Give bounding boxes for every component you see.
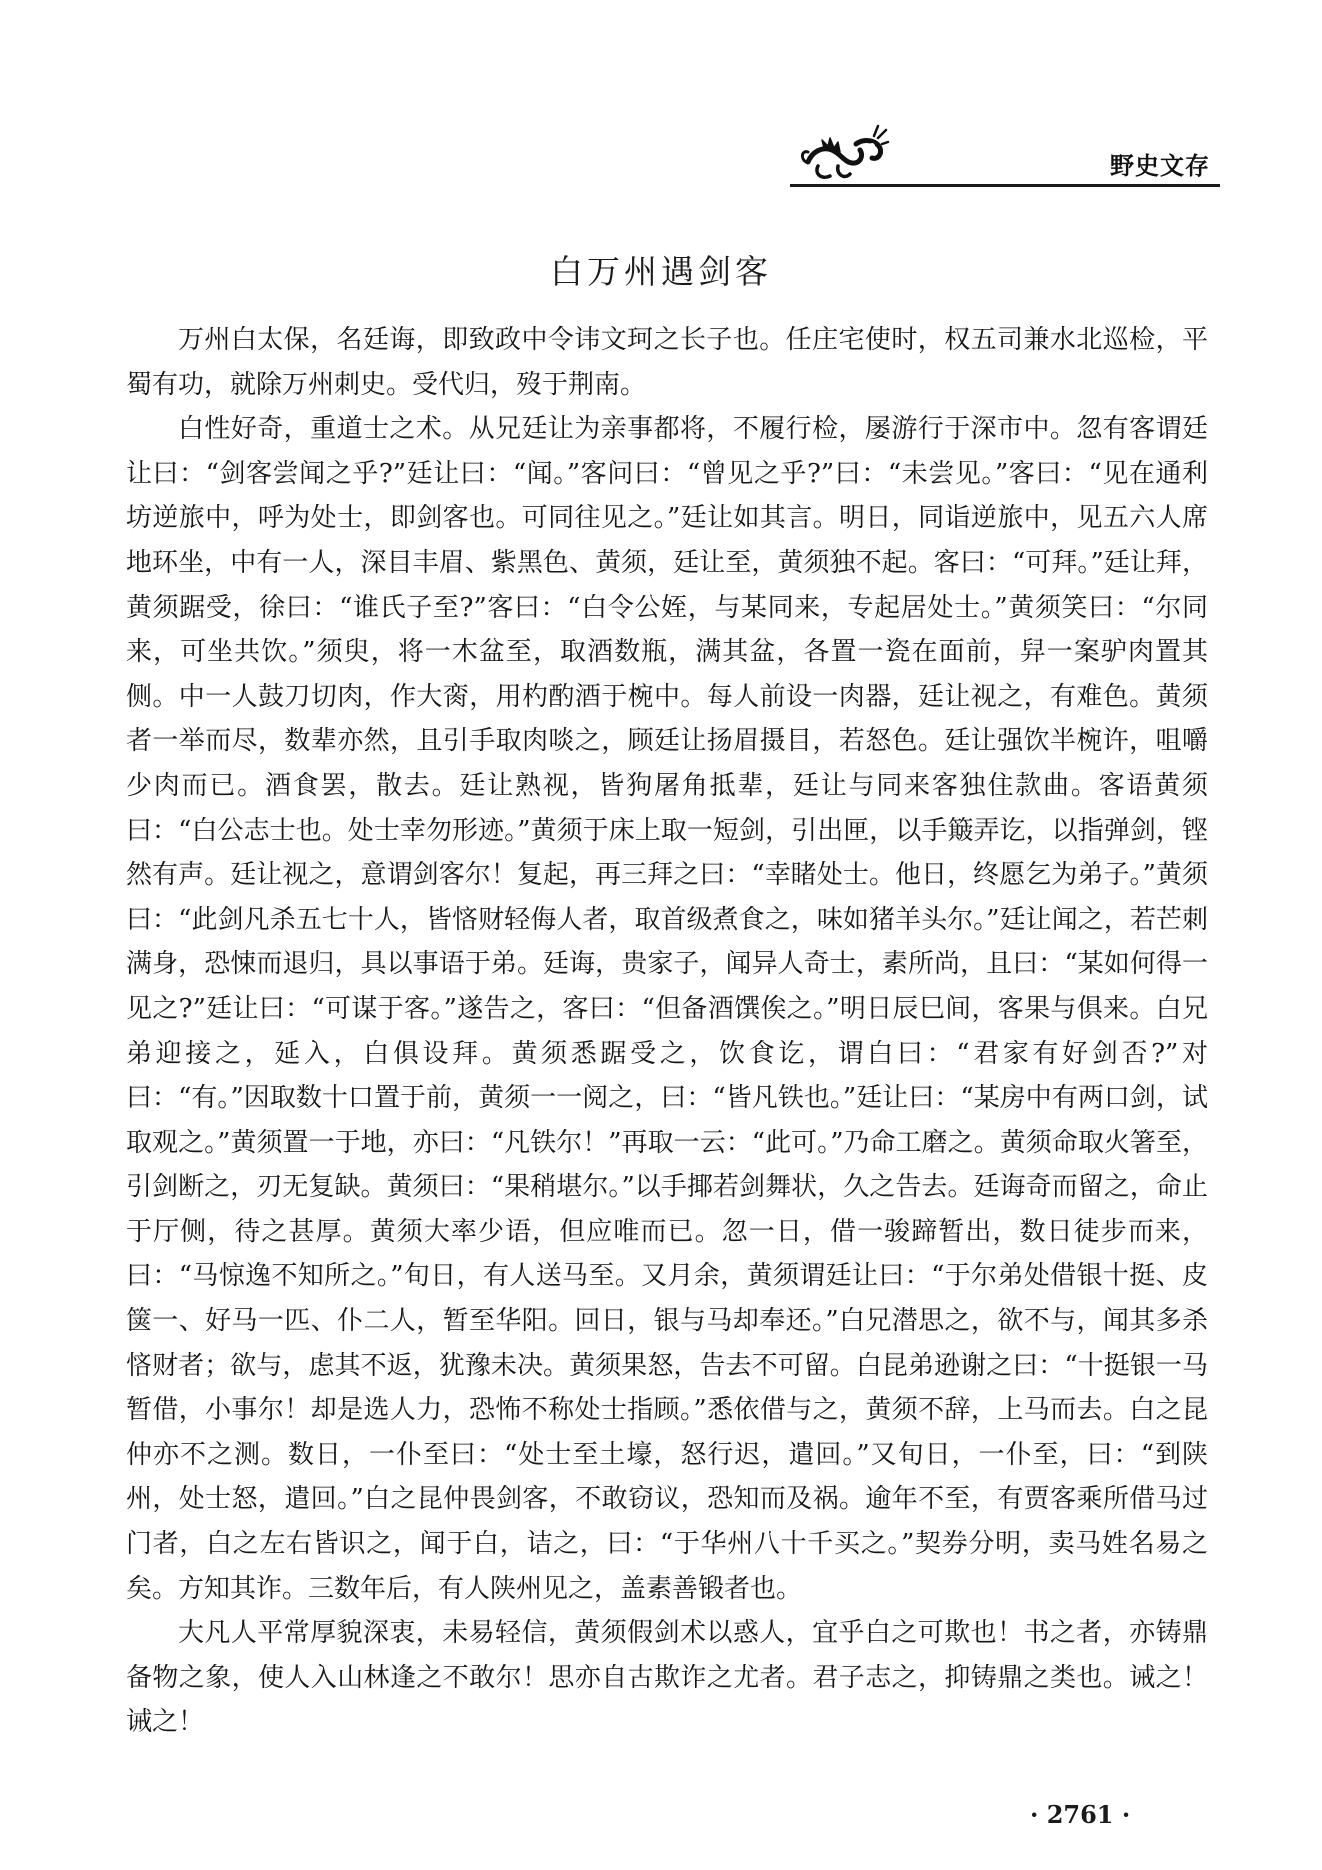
running-header bbox=[790, 118, 1220, 190]
page-number: · 2761 · bbox=[1030, 1800, 1131, 1829]
article-title: 白万州遇剑客 bbox=[550, 252, 772, 291]
dragon-emblem-icon bbox=[798, 122, 890, 184]
header-rule bbox=[790, 184, 1220, 187]
paragraph-moral: 大凡人平常厚貌深衷，未易轻信，黄须假剑术以惑人，宜乎白之可欺也！书之者，亦铸鼎备物之象，使人入山林逢之不敢尔！思亦自古欺诈之尤者。君子志之，抑铸鼎之类也。诫之！诫之！ bbox=[126, 1618, 1208, 1738]
paragraph-intro: 万州白太保，名廷诲，即致政中令讳文珂之长子也。任庄宅使时，权五司兼水北巡检，平蜀有功，就除万州刺史。受代归，歿于荆南。 bbox=[126, 325, 1208, 400]
section-title: 野史文存 bbox=[1110, 152, 1210, 180]
paragraph-story: 白性好奇，重道士之术。从兄廷让为亲事都将，不履行检，屡游行于深市中。忽有客谓廷让曰：“剑客尝闻之乎?”廷让曰：“闻。”客问曰：“曾见之乎?”曰：“未尝见。”客曰：“见在通利坊逆旅中，呼为处士，即剑客也。可同往见之。”廷让如其言。明日，同诣逆旅中，见五六人席地环坐，中有一人，深目丰眉、紫黑色、黄须，廷让至，黄须独不起。客曰：“可拜。”廷让拜，黄须踞受，徐曰：“谁氏子至?”客曰：“白令公姪，与某同来，专起居处士。”黄须笑曰：“尔同来，可坐共饮。”须臾，将一木盆至，取酒数瓶，满其盆，各置一瓷在面前，舁一案驴肉置其侧。中一人鼓刀切肉，作大脔，用杓酌酒于椀中。每人前设一肉器，廷让视之，有难色。黄须者一举而尽，数辈亦然，且引手取肉啖之，顾廷让扬眉摄目，若怒色。廷让强饮半椀许，咀嚼少肉而已。酒食罢，散去。廷让熟视，皆狗屠角抵辈，廷让与同来客独住款曲。客语黄须曰：“白公志士也。处士幸勿形迹。”黄须于床上取一短剑，引出匣，以手簸弄讫，以指弹剑，铿然有声。廷让视之，意谓剑客尔！复起，再三拜之曰：“幸睹处士。他日，终愿乞为弟子。”黄须曰：“此剑凡杀五七十人，皆悋财轻侮人者，取首级煮食之，味如猪羊头尔。”廷让闻之，若芒刺满身，恐悚而退归，具以事语于弟。廷诲，贵家子，闻异人奇士，素所尚，且曰：“某如何得一见之?”廷让曰：“可谋于客。”遂告之，客曰：“但备酒馔俟之。”明日辰巳间，客果与俱来。白兄弟迎接之，延入，白俱设拜。黄须悉踞受之，饮食讫，谓白曰：“君家有好剑否?”对曰：“有。”因取数十口置于前，黄须一一阅之，曰：“皆凡铁也。”廷让曰：“某房中有两口剑，试取观之。”黄须置一于地，亦曰：“凡铁尔！”再取一云：“此可。”乃命工磨之。黄须命取火箸至，引剑断之，刃无复缺。黄须曰：“果稍堪尔。”以手揶若剑舞状，久之告去。廷诲奇而留之，命止于厅侧，待之甚厚。黄须大率少语，但应唯而已。忽一日，借一骏蹄暂出，数日徒步而来，曰：“马惊逸不知所之。”旬日，有人送马至。又月余，黄须谓廷让曰：“于尔弟处借银十挺、皮箧一、好马一匹、仆二人，暂至华阳。回日，银与马却奉还。”白兄潜思之，欲不与，闻其多杀悋财者；欲与，虑其不返，犹豫未决。黄须果怒，告去不可留。白昆弟逊谢之曰：“十挺银一马暂借，小事尔！却是选人力，恐怖不称处士指顾。”悉依借与之，黄须不辞，上马而去。白之昆仲亦不之测。数日，一仆至曰：“处士至土壕，怒行迟，遣回。”又旬日，一仆至，曰：“到陕州，处士怒，遣回。”白之昆仲畏剑客，不敢窃议，恐知而及祸。逾年不至，有贾客乘所借马过门者，白之左右皆识之，闻于白，诘之，曰：“于华州八十千买之。”契券分明，卖马姓名易之矣。方知其诈。三数年后，有人陕州见之，盖素善锻者也。 bbox=[126, 414, 1208, 1604]
article-body bbox=[126, 318, 1208, 1745]
